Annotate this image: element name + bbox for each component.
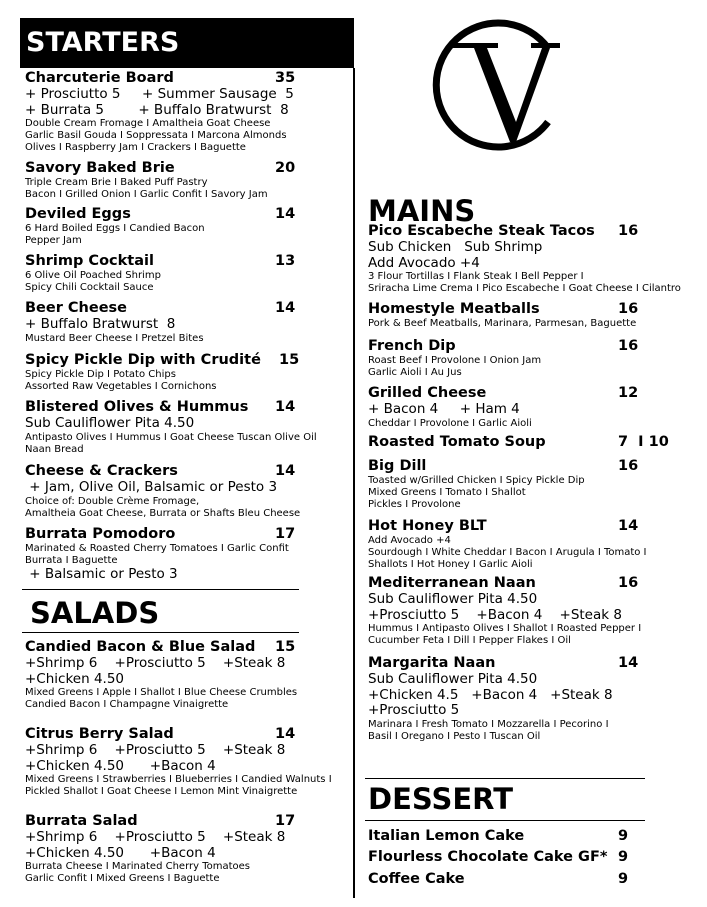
mains-item [368, 458, 585, 512]
item-description: Assorted Raw Vegetables I Cornichons [25, 381, 217, 393]
salads-item [25, 639, 297, 711]
item-name: Burrata Pomodoro [25, 526, 176, 542]
item-addon: +Prosciutto 5 +Bacon 4 +Steak 8 [368, 606, 622, 623]
item-description: Add Avocado +4 [368, 535, 451, 546]
starters-item [25, 253, 161, 294]
item-addon: + Bacon 4 + Ham 4 [368, 401, 520, 417]
item-description: Pepper Jam [25, 235, 82, 247]
item-description: Bacon I Grilled Onion I Garlic Confit I Savory Jam [25, 189, 268, 201]
item-name: Savory Baked Brie [25, 160, 175, 176]
dessert-item-price: 9 [618, 849, 629, 865]
item-name: Margarita Naan [368, 655, 496, 671]
item-name: Shrimp Cocktail [25, 253, 154, 269]
item-description: Olives I Raspberry Jam I Crackers I Baguette [25, 142, 246, 154]
starters-item [25, 463, 300, 520]
mains-item [368, 338, 541, 379]
mains-item [368, 385, 532, 430]
item-description: Shallots I Hot Honey I Garlic Aioli [368, 559, 533, 571]
item-price: 17 [275, 526, 296, 542]
item-description: Sourdough I White Cheddar I Bacon I Arugula I Tomato I [368, 547, 647, 559]
item-name: Citrus Berry Salad [25, 726, 174, 742]
item-description: Mixed Greens I Tomato I Shallot [368, 487, 526, 499]
item-description: Garlic Aioli I Au Jus [368, 367, 462, 379]
item-description: Candied Bacon I Champagne Vinaigrette [25, 699, 229, 711]
item-description: Marinated & Roasted Cherry Tomatoes I Garlic Confit [25, 543, 289, 554]
item-name: Burrata Salad [25, 813, 138, 829]
item-price: 16 [618, 223, 639, 239]
item-price: 14 [618, 518, 639, 534]
item-description: Hummus I Antipasto Olives I Shallot I Roasted Pepper I [368, 623, 642, 634]
item-name: Grilled Cheese [368, 385, 487, 401]
dessert-item-name: Italian Lemon Cake [368, 828, 525, 844]
item-addon: +Chicken 4.50 [25, 670, 125, 687]
item-name: Blistered Olives & Hummus [25, 399, 249, 415]
mains-item [368, 518, 647, 572]
item-addon: Sub Cauliflower Pita 4.50 [368, 671, 538, 687]
item-name: Big Dill [368, 458, 427, 474]
item-description: Burrata I Baguette [25, 555, 118, 567]
item-description: Garlic Confit I Mixed Greens I Baguette [25, 873, 220, 885]
mains-title: MAINS [368, 194, 476, 228]
item-price: 14 [618, 655, 639, 671]
dessert-item-price: 9 [618, 871, 629, 887]
item-description: Cheddar I Provolone I Garlic Aioli [368, 417, 532, 429]
column-divider [353, 68, 355, 898]
item-price: 14 [275, 300, 296, 316]
item-description: Garlic Basil Gouda I Soppressata I Marcona Almonds [25, 130, 287, 142]
item-addon: +Shrimp 6 +Prosciutto 5 +Steak 8 [25, 742, 286, 758]
item-price: 16 [618, 575, 639, 591]
mains-item [368, 301, 639, 330]
salads-title: SALADS [30, 596, 160, 630]
item-addon: + Balsamic or Pesto 3 [25, 566, 178, 583]
dessert-divider [365, 778, 645, 779]
dessert-title: DESSERT [368, 782, 513, 816]
item-name: Beer Cheese [25, 300, 128, 316]
item-description: Cucumber Feta I Dill I Pepper Flakes I Oil [368, 635, 571, 647]
item-description: Marinara I Fresh Tomato I Mozzarella I Pecorino I [368, 718, 609, 730]
item-description: Antipasto Olives I Hummus I Goat Cheese Tuscan Olive Oil [25, 431, 317, 443]
item-description: Pork & Beef Meatballs, Marinara, Parmesan, Baguette [368, 318, 637, 329]
item-description: Mixed Greens I Apple I Shallot I Blue Cheese Crumbles [25, 687, 298, 698]
item-description: 3 Flour Tortillas I Flank Steak I Bell Pepper I [368, 271, 584, 282]
item-addon: +Chicken 4.50 +Bacon 4 [25, 844, 216, 861]
item-description: Pickled Shallot I Goat Cheese I Lemon Mint Vinaigrette [25, 786, 298, 798]
starters-item [25, 300, 204, 345]
item-addon: + Jam, Olive Oil, Balsamic or Pesto 3 [25, 479, 278, 495]
item-name: Homestyle Meatballs [368, 301, 540, 317]
item-description: Burrata Cheese I Marinated Cherry Tomatoes [25, 861, 251, 872]
item-name: Pico Escabeche Steak Tacos [368, 223, 595, 239]
item-addon: + Burrata 5 + Buffalo Bratwurst 8 [25, 101, 289, 118]
starters-item [25, 526, 289, 583]
salads-item [25, 813, 285, 885]
starters-item [25, 352, 261, 393]
item-description: Spicy Chili Cocktail Sauce [25, 282, 154, 294]
item-description: Choice of: Double Crème Fromage, [25, 495, 200, 507]
item-price: 20 [275, 160, 296, 176]
item-name: Roasted Tomato Soup [368, 434, 546, 450]
item-description: 6 Olive Oil Poached Shrimp [25, 270, 161, 281]
item-price: 12 [618, 385, 639, 401]
item-name: Hot Honey BLT [368, 518, 487, 534]
item-description: Double Cream Fromage I Amaltheia Goat Cheese [25, 118, 271, 129]
item-addon: +Chicken 4.50 +Bacon 4 [25, 757, 216, 774]
starters-item [25, 70, 294, 155]
item-price: 14 [275, 399, 296, 415]
starters-item [25, 160, 268, 201]
mains-item [368, 655, 613, 743]
item-name: Deviled Eggs [25, 206, 131, 222]
item-description: Naan Bread [25, 443, 84, 455]
mains-item [368, 575, 641, 647]
salads-underline [22, 632, 299, 633]
item-description: Mustard Beer Cheese I Pretzel Bites [25, 332, 204, 344]
item-description: Mixed Greens I Strawberries I Blueberries I Candied Walnuts I [25, 774, 332, 785]
item-addon: +Prosciutto 5 [368, 702, 460, 718]
item-price: 16 [618, 458, 639, 474]
item-name: French Dip [368, 338, 456, 354]
item-addon: Sub Cauliflower Pita 4.50 [368, 591, 538, 607]
item-addon: Add Avocado +4 [368, 254, 480, 271]
item-description: Toasted w/Grilled Chicken I Spicy Pickle Dip [368, 475, 585, 486]
item-description: Roast Beef I Provolone I Onion Jam [368, 355, 542, 366]
item-price: 16 [618, 338, 639, 354]
item-name: Charcuterie Board [25, 70, 174, 86]
item-price: 14 [275, 206, 296, 222]
item-description: Amaltheia Goat Cheese, Burrata or Shafts Bleu Cheese [25, 507, 301, 519]
dessert-underline [365, 820, 645, 821]
item-addon: +Shrimp 6 +Prosciutto 5 +Steak 8 [25, 655, 286, 671]
item-price: 14 [275, 463, 296, 479]
item-description: Basil I Oregano I Pesto I Tuscan Oil [368, 730, 541, 742]
dessert-item-name: Flourless Chocolate Cake GF* [368, 849, 608, 865]
mains-item [368, 434, 546, 451]
starters-title: STARTERS [20, 18, 354, 68]
dessert-item-name: Coffee Cake [368, 871, 465, 887]
item-addon: Sub Cauliflower Pita 4.50 [25, 415, 195, 431]
item-description: Pickles I Provolone [368, 499, 461, 511]
item-price: 17 [275, 813, 296, 829]
item-name: Cheese & Crackers [25, 463, 178, 479]
item-addon: + Buffalo Bratwurst 8 [25, 316, 176, 332]
item-name: Spicy Pickle Dip with Crudité [25, 352, 261, 368]
cv-logo [430, 10, 580, 160]
item-addon: + Prosciutto 5 + Summer Sausage 5 [25, 86, 294, 102]
item-price: 14 [275, 726, 296, 742]
item-description: Sriracha Lime Crema I Pico Escabeche I Goat Cheese I Cilantro [368, 283, 681, 295]
dessert-item-price: 9 [618, 828, 629, 844]
item-name: Candied Bacon & Blue Salad [25, 639, 256, 655]
item-addon: +Shrimp 6 +Prosciutto 5 +Steak 8 [25, 829, 286, 845]
salads-divider [22, 589, 299, 590]
starters-item [25, 206, 205, 247]
starters-item [25, 399, 317, 456]
item-price: 16 [618, 301, 639, 317]
item-addon: +Chicken 4.5 +Bacon 4 +Steak 8 [368, 686, 613, 703]
item-price: 35 [275, 70, 296, 86]
item-price: 7 I 10 [618, 434, 669, 450]
item-name: Mediterranean Naan [368, 575, 536, 591]
item-addon: Sub Chicken Sub Shrimp [368, 239, 543, 255]
item-description: Triple Cream Brie I Baked Puff Pastry [25, 177, 208, 188]
item-price: 15 [279, 352, 300, 368]
item-description: 6 Hard Boiled Eggs I Candied Bacon [25, 223, 205, 234]
item-price: 15 [275, 639, 296, 655]
item-description: Spicy Pickle Dip I Potato Chips [25, 369, 176, 380]
item-price: 13 [275, 253, 296, 269]
